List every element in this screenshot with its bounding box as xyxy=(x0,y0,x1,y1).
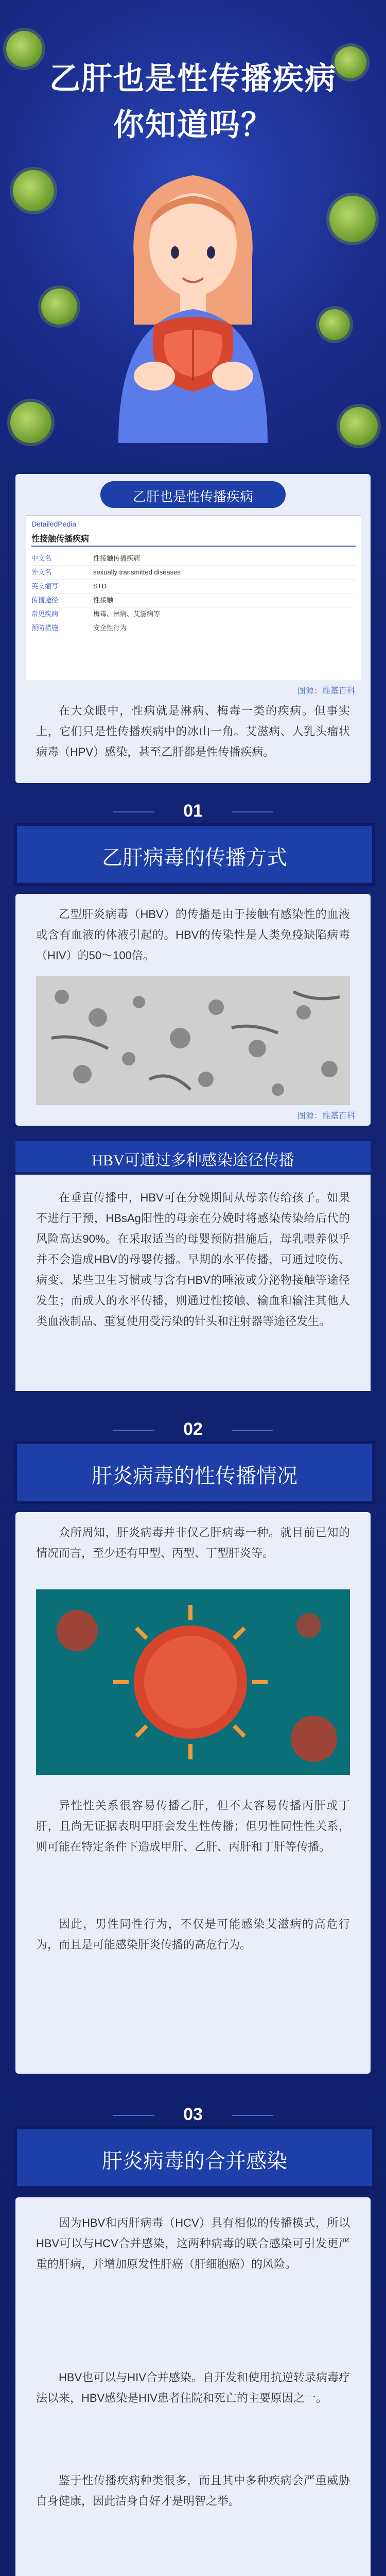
coinfection-text-2: HBV也可以与HIV合并感染。自开发和使用抗逆转录病毒疗法以来，HBV感染是HIV患者住院和死亡的主要原因之一。 xyxy=(36,2371,350,2404)
section-number-03: 03 xyxy=(183,2105,203,2124)
section-number-01: 01 xyxy=(183,801,203,821)
hero-title-line2: 你知道吗？ xyxy=(113,108,273,142)
sexual-transmission-text-2: 异性性关系很容易传播乙肝，但不太容易传播丙肝或丁肝，且尚无证据表明甲肝会发生性传播；但男性同性性关系，则可能在特定条件下造成甲肝、乙肝、丙肝和丁肝等传播。 xyxy=(36,1799,350,1853)
coinfection-card xyxy=(15,2197,371,2576)
hero-title-line1: 乙肝也是性传播疾病 xyxy=(49,62,337,96)
image-source: 图源：维基百科 xyxy=(297,687,355,696)
info-row xyxy=(31,607,356,621)
hbv-text: 在垂直传播中，HBV可在分娩期间从母亲传给孩子。如果不进行干预，HBsAg阳性的母亲在分娩时将感染传染给后代的风险高达90%。在采取适当的母婴预防措施后，母乳喂养似乎并不会造成HBV的母婴传播。早期的水平传播，可通过咬伤、病变、某些卫生习惯或与含有HBV的唾液或分泌物接触等途径发生；而成人的水平传播，则通过性接触、输血和输注其他人类血液制品、重复使用受污染的针头和注射器等途径发生。 xyxy=(36,1191,350,1328)
section-banner-01 xyxy=(15,824,374,884)
info-value: sexually transmitted diseases xyxy=(93,568,181,576)
divider xyxy=(232,1430,273,1431)
coinfection-text-3: 鉴于性传播疾病种类很多，而且其中多种疾病会严重威胁自身健康，因此洁身自好才是明智之举。 xyxy=(36,2474,350,2507)
section-banner-03 xyxy=(15,2128,374,2188)
encyclopedia-app-name: DetailedPedia xyxy=(31,520,77,528)
section-title-02: 肝炎病毒的性传播情况 xyxy=(92,1464,297,1487)
transmission-card xyxy=(15,894,371,1126)
section-title-01: 乙肝病毒的传播方式 xyxy=(102,846,287,869)
virus-icon xyxy=(41,289,77,325)
info-value: 安全性行为 xyxy=(93,624,127,632)
info-row xyxy=(31,566,356,580)
sexual-transmission-text-3: 因此，男性同性行为，不仅是可能感染艾滋病的高危行为，而且是可能感染肝炎传播的高危行为。 xyxy=(36,1918,350,1951)
hbv-heading: HBV可通过多种感染途径传播 xyxy=(92,1152,294,1169)
intro-text: 在大众眼中，性病就是淋病、梅毒一类的疾病。但事实上，它们只是性传播疾病中的冰山一角。艾滋病、人乳头瘤状病毒（HPV）感染，甚至乙肝都是性传播疾病。 xyxy=(36,704,350,758)
info-label: 预防措施 xyxy=(31,624,59,632)
info-value: 梅毒、淋病、艾滋病等 xyxy=(93,610,161,618)
info-label: 常见疾病 xyxy=(31,610,59,618)
sexual-transmission-text-1: 众所周知，肝炎病毒并非仅乙肝病毒一种。就目前已知的情况而言，至少还有甲型、丙型、丁型肝炎等。 xyxy=(36,1526,350,1560)
virus-icon xyxy=(319,309,350,340)
info-row xyxy=(31,552,356,566)
image-source: 图源：维基百科 xyxy=(297,1112,355,1121)
info-label: 英文缩写 xyxy=(31,582,59,590)
hbv-microscope-image xyxy=(36,976,350,1105)
info-value: 性接触 xyxy=(93,596,114,604)
section-title-03: 肝炎病毒的合并感染 xyxy=(102,2149,287,2173)
info-label: 传播途径 xyxy=(31,596,59,604)
virus-icon xyxy=(10,402,51,443)
intro-card xyxy=(15,474,371,783)
info-row xyxy=(31,621,356,635)
person-illustration xyxy=(98,155,288,443)
coinfection-text-1: 因为HBV和丙肝病毒（HCV）具有相似的传播模式，所以HBV可以与HCV合并感染，这两种病毒的联合感染可引发更严重的肝病，并增加原发性肝癌（肝细胞癌）的风险。 xyxy=(36,2216,350,2270)
transmission-text: 乙型肝炎病毒（HBV）的传播是由于接触有感染性的血液或含有血液的体液引起的。HBV的传染性是人类免疫缺陷病毒（HIV）的50～100倍。 xyxy=(36,908,350,962)
section-number-02: 02 xyxy=(183,1419,203,1439)
info-label: 中文名 xyxy=(31,554,52,562)
hero-banner xyxy=(0,0,386,464)
info-value: 性接触传播疾病 xyxy=(93,554,141,562)
virus-icon xyxy=(340,407,378,445)
encyclopedia-screenshot xyxy=(26,515,361,681)
sexual-transmission-card xyxy=(15,1512,371,2074)
info-row xyxy=(31,580,356,594)
section-banner-02 xyxy=(15,1443,374,1502)
encyclopedia-info-table xyxy=(31,552,356,635)
divider xyxy=(232,811,273,812)
intro-subtitle: 乙肝也是性传播疾病 xyxy=(132,489,253,504)
virus-icon xyxy=(329,196,376,242)
info-value: STD xyxy=(93,582,107,590)
info-label: 外文名 xyxy=(31,568,52,576)
divider xyxy=(31,546,356,547)
hbv-heading-bar xyxy=(15,1141,371,1172)
info-row xyxy=(31,594,356,607)
virus-illustration xyxy=(36,1589,350,1775)
virus-icon xyxy=(13,170,54,211)
encyclopedia-page-title: 性接触传播疾病 xyxy=(31,535,90,544)
hbv-card xyxy=(15,1175,371,1391)
divider xyxy=(232,2115,273,2116)
